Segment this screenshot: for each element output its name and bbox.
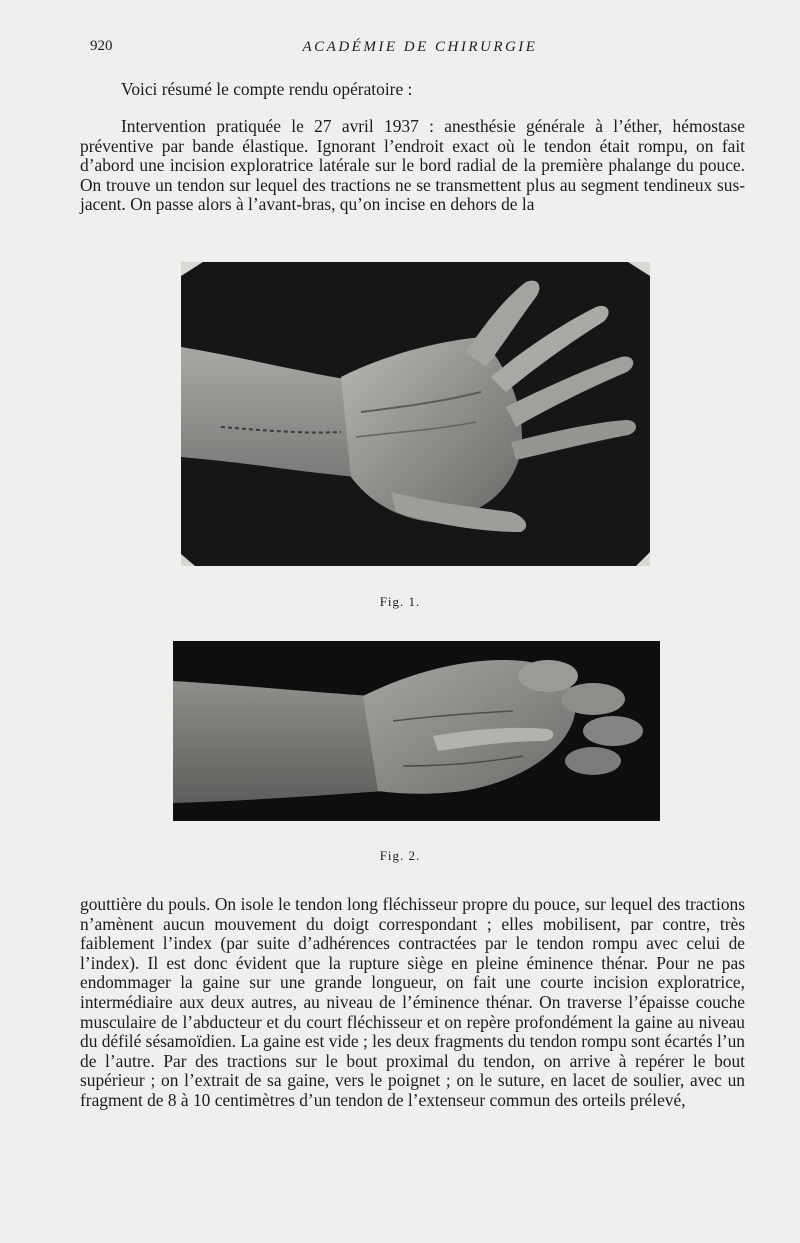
body-paragraph-2	[80, 895, 745, 1111]
intro-text: Voici résumé le compte rendu opératoire :	[121, 79, 413, 99]
running-head	[90, 38, 750, 62]
open-hand-photo-image	[181, 262, 650, 566]
body-text-2: gouttière du pouls. On isole le tendon long fléchisseur propre du pouce, sur lequel des tractions n’amènent aucun mouvement du doigt correspondant ; elles mobilisent, par contre, très faiblement l’index (par suite d’adhérences contractées par le tendon rompu avec celui de l’index). Il est donc évident que la rupture siège en pleine éminence thénar. Pour ne pas endommager la gaine sur une grande longueur, on fait une courte incision exploratrice, intermédiaire aux deux autres, au niveau de l’éminence thénar. On traverse l’épaisse couche musculaire de l’abducteur et du court fléchisseur et on repère profondément la gaine au niveau du défilé sésamoïdien. La gaine est vide ; les deux fragments du tendon rompu sont écartés l’un de l’autre. Par des tractions sur le bout proximal du tendon, on arrive à repérer le bout supérieur ; on l’extrait de sa gaine, vers le poignet ; on le suture, en lacet de soulier, avec un fragment de 8 à 10 centimètres d’un tendon de l’extenseur commun des orteils prélevé,	[80, 894, 746, 1110]
flexed-hand-photo-image	[173, 641, 660, 821]
body-paragraph-1	[80, 117, 745, 215]
figure-1-photo	[181, 262, 650, 566]
figure-1-caption: Fig. 1.	[379, 594, 421, 609]
figure-2-caption: Fig. 2.	[379, 848, 421, 863]
page-number: 920	[90, 38, 113, 54]
body-text-1: Intervention pratiquée le 27 avril 1937 : anesthésie générale à l’éther, hémostase préventive par bande élastique. Ignorant l’endroit exact où le tendon était rompu, on fait d’abord une incision exploratrice latérale sur le bord radial de la première phalange du pouce. On trouve un tendon sur lequel des tractions ne se transmettent plus au segment tendineux sus-jacent. On passe alors à l’avant-bras, qu’on incise en dehors de la	[80, 116, 745, 215]
figure-2-photo	[173, 641, 660, 821]
intro-paragraph	[80, 80, 745, 100]
journal-title: ACADÉMIE DE CHIRURGIE	[302, 39, 538, 55]
